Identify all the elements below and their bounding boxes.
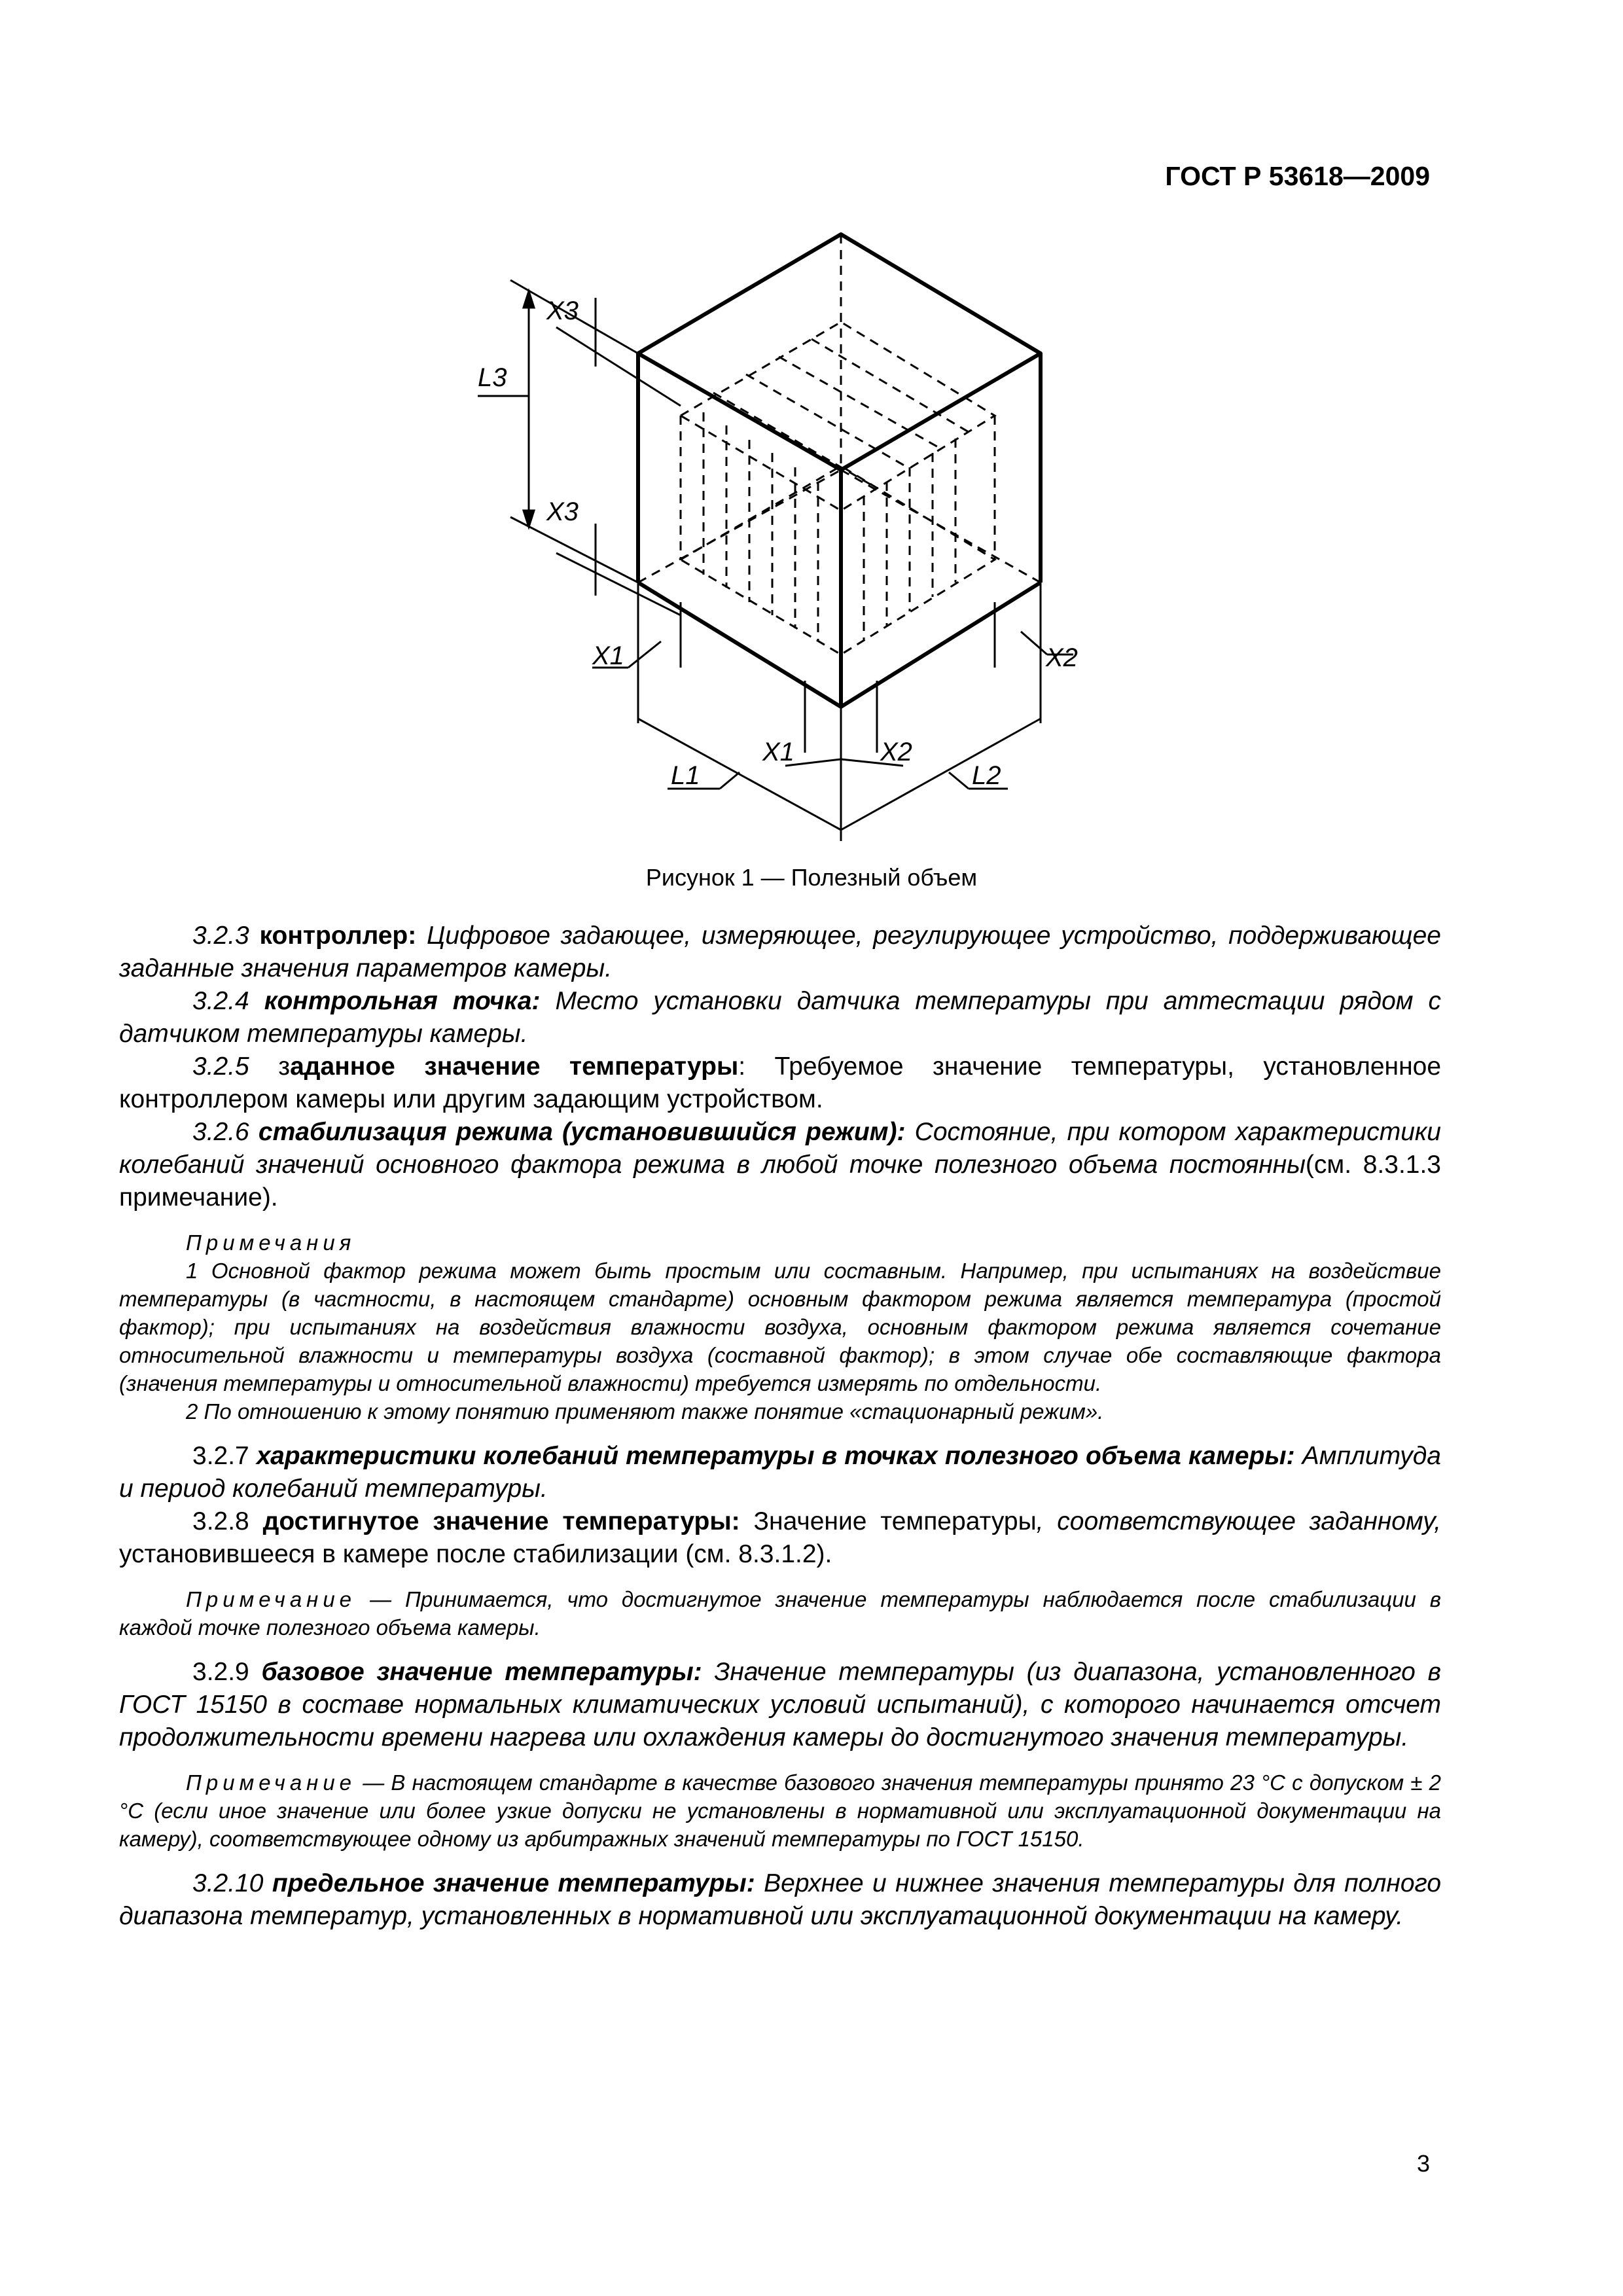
spacer [119, 1426, 1441, 1440]
note-3-2-8 [119, 1585, 1441, 1641]
term: аданное значение температуры [290, 1052, 739, 1081]
paragraph-3-2-4 [119, 985, 1441, 1050]
clause-number: 3.2.3 [192, 922, 249, 950]
note-label: Примечание [186, 1770, 357, 1795]
paragraph-3-2-6 [119, 1116, 1441, 1214]
spacer [119, 1853, 1441, 1867]
note-2: 2 По отношению к этому понятию применяют также понятие «стационарный режим». [186, 1399, 1104, 1424]
term: базовое значение температуры: [261, 1658, 702, 1686]
clause-number: 3.2.8 [192, 1507, 249, 1535]
clause-number: 3.2.4 [192, 987, 249, 1015]
notes-heading: Примечания [186, 1230, 356, 1255]
clause-number: 3.2.10 [192, 1869, 264, 1897]
term-colon: : [408, 922, 417, 950]
definition: Значение температуры (из диапазона, установленного в ГОСТ 15150 в составе нормальных климатических условий испытаний), с которого начинается отсчет продолжительности времени нагрева или охлаждения камеры до достигнутого значения температуры. [119, 1658, 1441, 1751]
paragraph-3-2-10 [119, 1867, 1441, 1933]
paragraph-3-2-9 [119, 1656, 1441, 1754]
cross-reference: (см. 8.3.1.3 примечание). [119, 1151, 1441, 1211]
label-l3: L3 [478, 363, 507, 392]
definition: Место установки датчика температуры при аттестации рядом с датчиком температуры камеры. [119, 987, 1441, 1048]
definition: Цифровое задающее, измеряющее, регулирующее устройство, поддерживающее заданные значения параметров камеры. [119, 922, 1441, 982]
page-number: 3 [1416, 2150, 1430, 2177]
clause-number: 3.2.9 [192, 1658, 249, 1686]
definition-part-1: Значение температуры [740, 1507, 1037, 1535]
definition: Амплитуда и период колебаний температуры. [119, 1442, 1441, 1503]
term-prefix: з [278, 1052, 291, 1081]
definition-part-3: установившееся в камере после стабилизации (см. 8.3.1.2). [119, 1540, 832, 1568]
note-text: — В настоящем стандарте в качестве базового значения температуры принято 23 °С с допуском ± 2 °С (если иное значение или более узкие допуски не установлены в нормативной или эксплуатационной документации на камеру), соответствующее одному из арбитражных значений температуры по ГОСТ 15150. [119, 1770, 1441, 1851]
term: контроллер [259, 922, 408, 950]
label-l1: L1 [671, 761, 700, 790]
note-text: — Принимается, что достигнутое значение температуры наблюдается после стабилизации в каждой точке полезного объема камеры. [119, 1587, 1441, 1640]
label-l2: L2 [972, 761, 1001, 790]
term: достигнутое значение температуры: [262, 1507, 740, 1535]
term: стабилизация режима (установившийся режим): [258, 1118, 906, 1146]
definition: Состояние, при котором характеристики колебаний значений основного фактора режима в любой точке полезного объема постоянны [119, 1118, 1441, 1179]
document-body [119, 920, 1441, 1933]
note-3-2-9 [119, 1768, 1441, 1853]
label-x2-bottom: X2 [880, 738, 912, 766]
spacer [119, 1571, 1441, 1585]
spacer [119, 1754, 1441, 1768]
label-x2-right: X2 [1046, 643, 1078, 672]
label-x3-bottom: X3 [546, 497, 579, 526]
term: контрольная точка: [264, 987, 541, 1015]
paragraph-3-2-5 [119, 1050, 1441, 1116]
useful-volume-figure [458, 223, 1113, 851]
paragraph-3-2-8 [119, 1505, 1441, 1571]
term: характеристики колебаний температуры в точках полезного объема камеры: [256, 1442, 1295, 1470]
label-x1-left: X1 [592, 641, 624, 670]
definition: : Требуемое значение температуры, установленное контроллером камеры или другим задающим устройством. [119, 1052, 1442, 1113]
document-header: ГОСТ Р 53618—2009 [1165, 161, 1430, 191]
clause-number: 3.2.6 [192, 1118, 249, 1146]
clause-number: 3.2.5 [192, 1052, 249, 1081]
term: предельное значение температуры: [272, 1869, 755, 1897]
paragraph-3-2-3 [119, 920, 1441, 985]
clause-number: 3.2.7 [192, 1442, 249, 1470]
spacer [119, 1641, 1441, 1656]
note-1: 1 Основной фактор режима может быть простым или составным. Например, при испытаниях на воздействие температуры (в частности, в настоящем стандарте) основным фактором режима является температура (простой фактор); при испытаниях на воздействия влажности воздуха, основным фактором режима является сочетание относительной влажности и температуры воздуха (составной фактор); в этом случае обе составляющие фактора (значения температуры и относительной влажности) требуется измерять по отдельности. [119, 1259, 1441, 1395]
definition: Верхнее и нижнее значения температуры для полного диапазона температур, установленных в нормативной или эксплуатационной документации на камеру. [119, 1869, 1442, 1930]
figure-caption: Рисунок 1 — Полезный объем [645, 864, 978, 891]
note-label: Примечание [186, 1587, 357, 1611]
spacer [119, 1214, 1441, 1229]
label-x1-bottom: X1 [762, 738, 794, 766]
paragraph-3-2-7 [119, 1440, 1441, 1505]
label-x3-top: X3 [546, 296, 579, 325]
useful-volume-diagram [458, 223, 1113, 851]
definition-part-2: , соответствующее заданному, [1036, 1507, 1442, 1535]
